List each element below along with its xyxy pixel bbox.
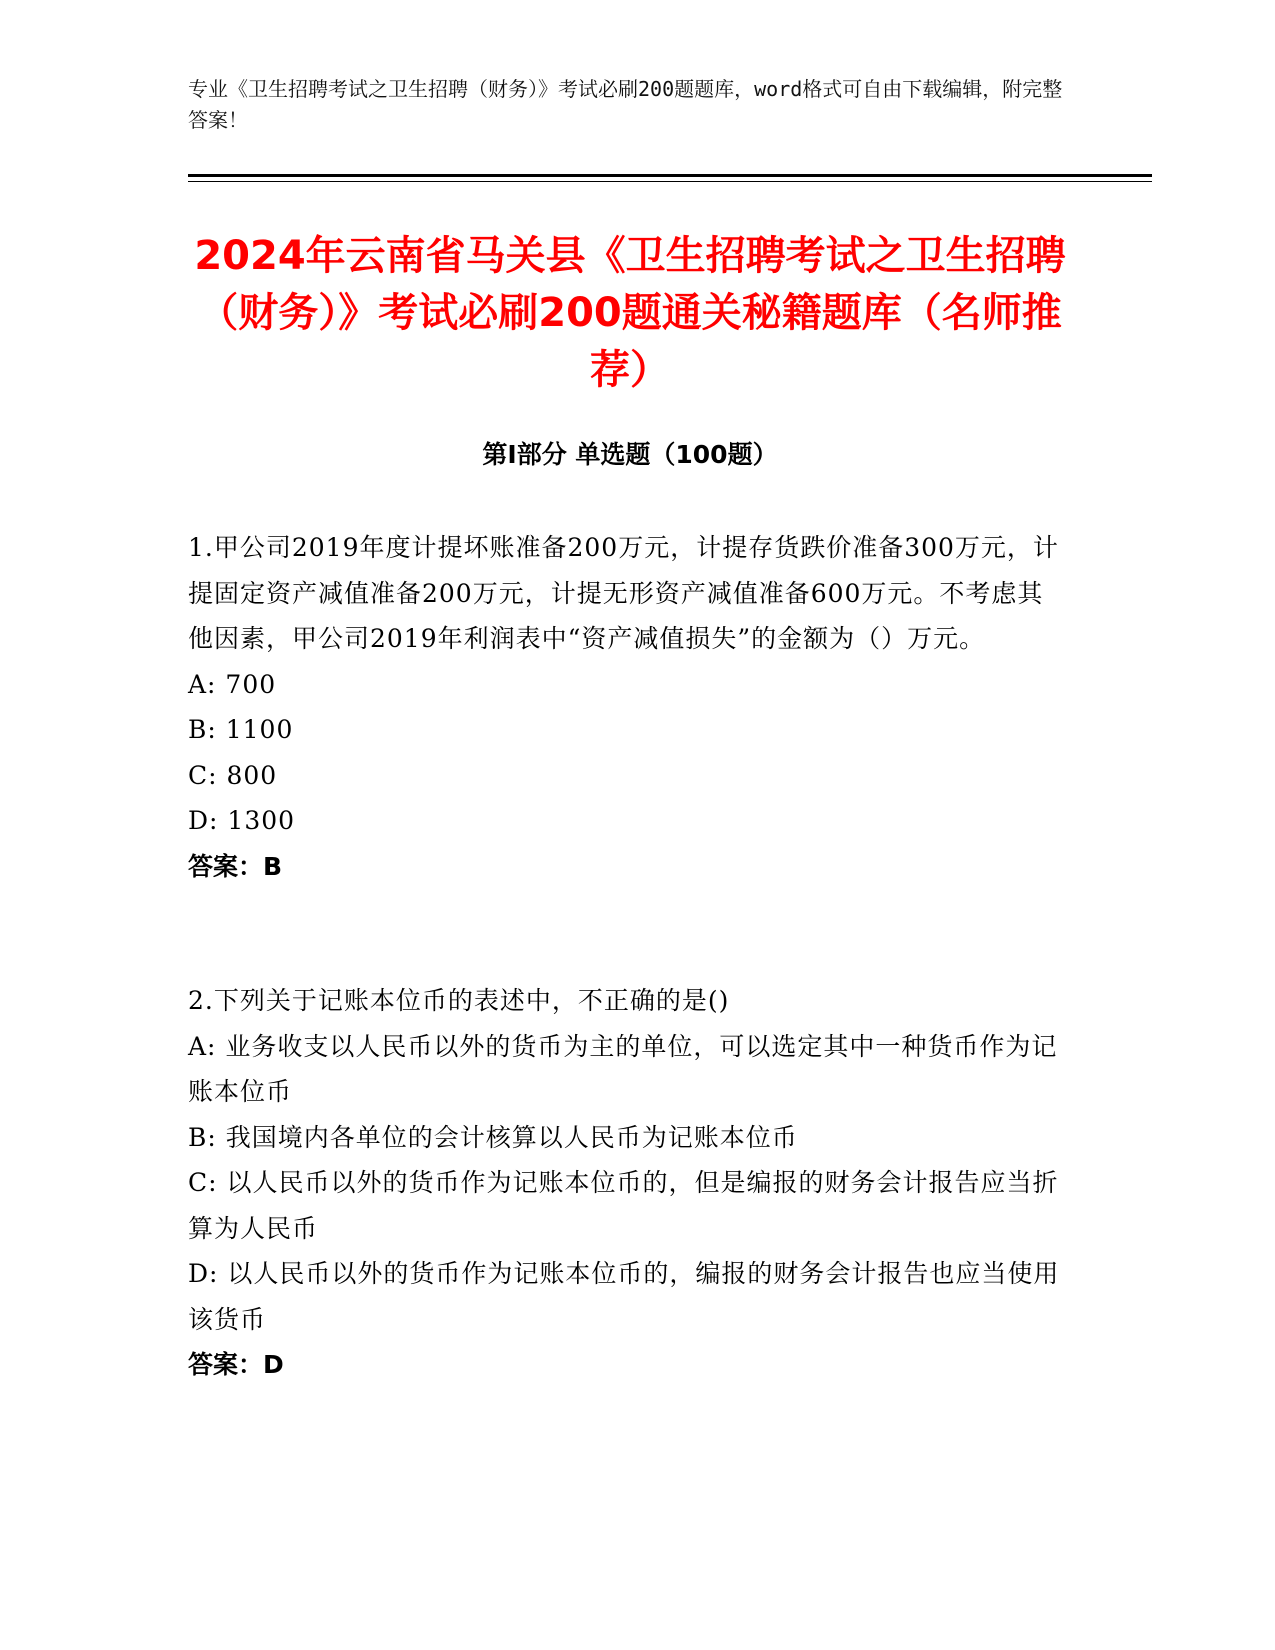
answer: 答案：B	[188, 851, 283, 881]
question-2	[188, 978, 1068, 1388]
header-note: 专业《卫生招聘考试之卫生招聘（财务）》考试必刷200题题库，word格式可自由下载编辑，附完整答案！	[188, 77, 1063, 132]
section-title: 第I部分 单选题（100题）	[482, 440, 778, 469]
header-divider-thin	[188, 181, 1152, 182]
question-stem: 1.甲公司2019年度计提坏账准备200万元，计提存货跌价准备300万元，计提固定资产减值准备200万元，计提无形资产减值准备600万元。不考虑其他因素，甲公司2019年利润表中“资产减值损失”的金额为（）万元。	[188, 533, 1059, 653]
question-1	[188, 525, 1068, 889]
document-title: 2024年云南省马关县《卫生招聘考试之卫生招聘（财务）》考试必刷200题通关秘籍题库（名师推荐）	[194, 233, 1066, 393]
option-d: D: 1300	[188, 806, 296, 835]
option-c: C: 以人民币以外的货币作为记账本位币的，但是编报的财务会计报告应当折算为人民币	[188, 1168, 1059, 1243]
option-a: A: 700	[188, 669, 277, 699]
option-a: A: 业务收支以人民币以外的货币为主的单位，可以选定其中一种货币作为记账本位币	[188, 1031, 1058, 1106]
header-divider-thick	[188, 174, 1152, 177]
option-d: D: 以人民币以外的货币作为记账本位币的，编报的财务会计报告也应当使用该货币	[188, 1259, 1060, 1334]
option-c: C: 800	[188, 760, 278, 790]
question-stem: 2.下列关于记账本位币的表述中，不正确的是()	[188, 986, 730, 1015]
option-b: B: 1100	[188, 715, 294, 744]
option-b: B: 我国境内各单位的会计核算以人民币为记账本位币	[188, 1122, 798, 1152]
answer: 答案：D	[188, 1350, 284, 1379]
